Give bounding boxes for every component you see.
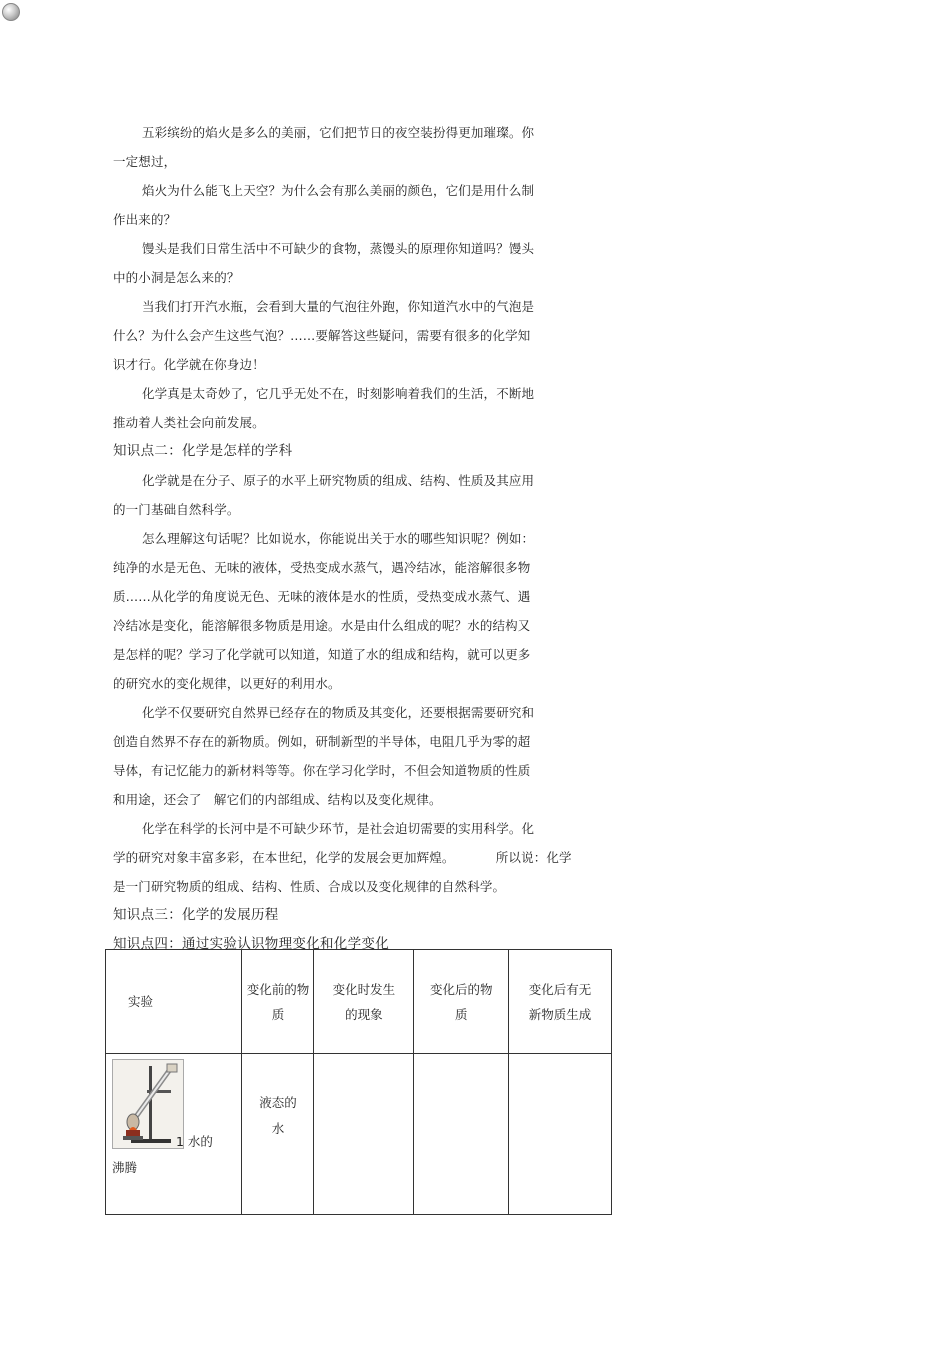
text-line: 创造自然界不存在的新物质。例如，研制新型的半导体，电阻几乎为零的超: [113, 734, 531, 749]
text-line: 是一门研究物质的组成、结构、性质、合成以及变化规律的自然科学。: [113, 879, 506, 894]
header-label: 变化后有无新物质生成: [528, 981, 592, 1022]
paragraph-water-example: [113, 524, 593, 698]
text-line: 是怎样的呢？学习了化学就可以知道，知道了水的组成和结构，就可以更多: [113, 647, 531, 662]
text-line: 一定想过，: [113, 154, 177, 169]
text-line: 五彩缤纷的焰火是多么的美丽，它们把节日的夜空装扮得更加璀璨。你: [142, 125, 535, 140]
text-line: 化学真是太奇妙了，它几乎无处不在，时刻影响着我们的生活，不断地: [142, 386, 535, 401]
phenomenon-cell: [314, 1054, 414, 1215]
text-line: 推动着人类社会向前发展。: [113, 415, 265, 430]
paragraph-fireworks-question: [113, 176, 593, 234]
text-line: 当我们打开汽水瓶，会看到大量的气泡往外跑，你知道汽水中的气泡是: [142, 299, 535, 314]
paragraph-new-substances: [113, 698, 593, 814]
section-heading-4: 知识点四：通过实验认识物理变化和化学变化: [113, 936, 389, 952]
header-after-substance: [414, 950, 509, 1054]
text-line: 馒头是我们日常生活中不可缺少的食物，蒸馒头的原理你知道吗？馒头: [142, 241, 535, 256]
text-line: 的一门基础自然科学。: [113, 502, 240, 517]
experiment-label: 沸腾: [112, 1160, 138, 1175]
header-phenomenon: [314, 950, 414, 1054]
header-label: 实验: [128, 994, 154, 1009]
paragraph-soda: [113, 292, 593, 379]
experiment-label: 1 水的: [176, 1134, 213, 1149]
after-substance-cell: [414, 1054, 509, 1215]
header-label: 变化后的物质: [429, 981, 493, 1022]
text-line: 识才行。化学就在你身边！: [113, 357, 265, 372]
text-line: 导体，有记忆能力的新材料等等。你在学习化学时，不但会知道物质的性质: [113, 763, 531, 778]
text-line: 化学在科学的长河中是不可缺少环节，是社会迫切需要的实用科学。化: [142, 821, 535, 836]
header-before-substance: [242, 950, 314, 1054]
text-line: 作出来的？: [113, 212, 177, 227]
lab-apparatus-icon: [113, 1060, 183, 1148]
section-heading-2: 知识点二：化学是怎样的学科: [113, 443, 293, 459]
boiling-water-apparatus-image: [112, 1059, 184, 1149]
header-label: 变化时发生的现象: [332, 981, 396, 1022]
header-label: 变化前的物质: [246, 981, 310, 1022]
text-line: 学的研究对象丰富多彩，在本世纪，化学的发展会更加辉煌。 所以说：化学: [113, 850, 572, 865]
text-line: 冷结冰是变化，能溶解很多物质是用途。水是由什么组成的呢？水的结构又: [113, 618, 531, 633]
text-line: 纯净的水是无色、无味的液体，受热变成水蒸气，遇冷结冰，能溶解很多物: [113, 560, 531, 575]
page-corner-marker: [2, 3, 20, 21]
text-line: 什么？为什么会产生这些气泡？……要解答这些疑问，需要有很多的化学知: [113, 328, 531, 343]
header-experiment: [106, 950, 242, 1054]
text-line: 怎么理解这句话呢？比如说水，你能说出关于水的哪些知识呢？例如：: [142, 531, 535, 546]
text-line: 中的小洞是怎么来的？: [113, 270, 240, 285]
document-body: [113, 118, 593, 959]
header-new-substance: [509, 950, 612, 1054]
paragraph-steamed-bun: [113, 234, 593, 292]
paragraph-fireworks: [113, 118, 593, 176]
text-line: 焰火为什么能飞上天空？为什么会有那么美丽的颜色，它们是用什么制: [142, 183, 535, 198]
text-line: 化学不仅要研究自然界已经存在的物质及其变化，还要根据需要研究和: [142, 705, 535, 720]
paragraph-definition: [113, 466, 593, 524]
experiment-cell: [106, 1054, 242, 1215]
section-heading-3: 知识点三：化学的发展历程: [113, 907, 279, 923]
paragraph-chemistry-wonder: [113, 379, 593, 437]
text-line: 和用途，还会了 解它们的内部组成、结构以及变化规律。: [113, 792, 442, 807]
cell-text: 液态的水: [259, 1095, 297, 1136]
text-line: 质……从化学的角度说无色、无味的液体是水的性质，受热变成水蒸气、遇: [113, 589, 531, 604]
text-line: 的研究水的变化规律，以更好的利用水。: [113, 676, 341, 691]
table-header-row: [106, 950, 612, 1054]
table-row: [106, 1054, 612, 1215]
text-line: 化学就是在分子、原子的水平上研究物质的组成、结构、性质及其应用: [142, 473, 535, 488]
experiment-table: [105, 949, 612, 1215]
paragraph-conclusion: [113, 814, 593, 901]
new-substance-cell: [509, 1054, 612, 1215]
before-substance-cell: [242, 1054, 314, 1215]
